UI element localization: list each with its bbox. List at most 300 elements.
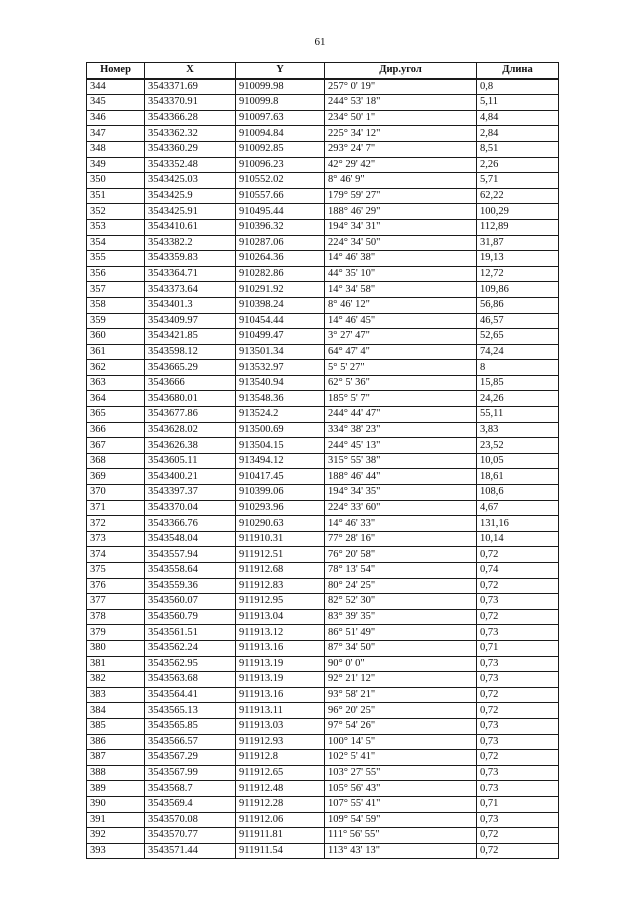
- cell-number: 376: [87, 578, 145, 594]
- table-row: [87, 235, 559, 251]
- table-row: [87, 765, 559, 781]
- cell-y: 910293.96: [236, 500, 325, 516]
- cell-y: 910094.84: [236, 126, 325, 142]
- cell-length: 3,83: [477, 422, 559, 438]
- table-row: [87, 485, 559, 501]
- cell-length: 0,72: [477, 843, 559, 859]
- cell-direction-angle: 14° 46' 38": [325, 251, 477, 267]
- cell-number: 374: [87, 547, 145, 563]
- cell-direction-angle: 8° 46' 9": [325, 173, 477, 189]
- cell-direction-angle: 83° 39' 35": [325, 609, 477, 625]
- cell-number: 346: [87, 110, 145, 126]
- table-row: [87, 672, 559, 688]
- header-y: Y: [236, 63, 325, 79]
- cell-direction-angle: 93° 58' 21": [325, 687, 477, 703]
- table-row: [87, 828, 559, 844]
- cell-y: 913494.12: [236, 453, 325, 469]
- cell-x: 3543561.51: [145, 625, 236, 641]
- table-row: [87, 329, 559, 345]
- cell-number: 370: [87, 485, 145, 501]
- table-row: [87, 126, 559, 142]
- cell-number: 372: [87, 516, 145, 532]
- cell-x: 3543605.11: [145, 453, 236, 469]
- cell-y: 910399.06: [236, 485, 325, 501]
- cell-length: 0,73: [477, 718, 559, 734]
- cell-length: 0,71: [477, 640, 559, 656]
- cell-length: 56,86: [477, 297, 559, 313]
- cell-y: 911913.16: [236, 640, 325, 656]
- cell-length: 112,89: [477, 219, 559, 235]
- cell-number: 352: [87, 204, 145, 220]
- cell-length: 0,71: [477, 796, 559, 812]
- cell-y: 911912.83: [236, 578, 325, 594]
- cell-direction-angle: 107° 55' 41": [325, 796, 477, 812]
- table-row: [87, 282, 559, 298]
- cell-length: 0,72: [477, 547, 559, 563]
- cell-direction-angle: 82° 52' 30": [325, 594, 477, 610]
- cell-y: 910557.66: [236, 188, 325, 204]
- cell-x: 3543371.69: [145, 79, 236, 95]
- cell-y: 911913.11: [236, 703, 325, 719]
- cell-direction-angle: 102° 5' 41": [325, 750, 477, 766]
- cell-length: 0,73: [477, 672, 559, 688]
- cell-direction-angle: 315° 55' 38": [325, 453, 477, 469]
- cell-number: 364: [87, 391, 145, 407]
- cell-x: 3543666: [145, 375, 236, 391]
- cell-x: 3543370.91: [145, 95, 236, 111]
- cell-y: 910396.32: [236, 219, 325, 235]
- table-row: [87, 594, 559, 610]
- header-x: X: [145, 63, 236, 79]
- cell-length: 8,51: [477, 141, 559, 157]
- cell-x: 3543400.21: [145, 469, 236, 485]
- cell-number: 347: [87, 126, 145, 142]
- cell-number: 362: [87, 360, 145, 376]
- cell-y: 911912.06: [236, 812, 325, 828]
- cell-length: 4,84: [477, 110, 559, 126]
- cell-length: 108,6: [477, 485, 559, 501]
- coordinates-table: [86, 62, 559, 859]
- cell-number: 355: [87, 251, 145, 267]
- cell-y: 910097.63: [236, 110, 325, 126]
- cell-number: 385: [87, 718, 145, 734]
- cell-y: 910291.92: [236, 282, 325, 298]
- cell-direction-angle: 188° 46' 29": [325, 204, 477, 220]
- table-row: [87, 438, 559, 454]
- cell-direction-angle: 44° 35' 10": [325, 266, 477, 282]
- cell-x: 3543567.99: [145, 765, 236, 781]
- table-row: [87, 375, 559, 391]
- cell-y: 911913.19: [236, 672, 325, 688]
- cell-x: 3543559.36: [145, 578, 236, 594]
- cell-x: 3543560.07: [145, 594, 236, 610]
- table-row: [87, 79, 559, 95]
- cell-y: 910290.63: [236, 516, 325, 532]
- cell-direction-angle: 224° 33' 60": [325, 500, 477, 516]
- cell-number: 353: [87, 219, 145, 235]
- cell-direction-angle: 42° 29' 42": [325, 157, 477, 173]
- cell-y: 910282.86: [236, 266, 325, 282]
- cell-direction-angle: 293° 24' 7": [325, 141, 477, 157]
- cell-x: 3543628.02: [145, 422, 236, 438]
- cell-length: 0,72: [477, 828, 559, 844]
- cell-direction-angle: 86° 51' 49": [325, 625, 477, 641]
- cell-y: 911912.51: [236, 547, 325, 563]
- cell-x: 3543373.64: [145, 282, 236, 298]
- cell-y: 911913.19: [236, 656, 325, 672]
- table-row: [87, 734, 559, 750]
- cell-length: 0,72: [477, 578, 559, 594]
- cell-direction-angle: 92° 21' 12": [325, 672, 477, 688]
- cell-y: 910398.24: [236, 297, 325, 313]
- cell-direction-angle: 87° 34' 50": [325, 640, 477, 656]
- cell-x: 3543598.12: [145, 344, 236, 360]
- table-row: [87, 609, 559, 625]
- cell-length: 5,71: [477, 173, 559, 189]
- cell-length: 62,22: [477, 188, 559, 204]
- cell-direction-angle: 64° 47' 4": [325, 344, 477, 360]
- table-row: [87, 531, 559, 547]
- cell-number: 380: [87, 640, 145, 656]
- cell-direction-angle: 78° 13' 54": [325, 563, 477, 579]
- cell-number: 384: [87, 703, 145, 719]
- cell-number: 388: [87, 765, 145, 781]
- cell-x: 3543626.38: [145, 438, 236, 454]
- cell-direction-angle: 62° 5' 36": [325, 375, 477, 391]
- cell-y: 911912.28: [236, 796, 325, 812]
- table-row: [87, 812, 559, 828]
- cell-x: 3543425.9: [145, 188, 236, 204]
- cell-length: 0,72: [477, 703, 559, 719]
- table-row: [87, 547, 559, 563]
- cell-length: 0,8: [477, 79, 559, 95]
- cell-length: 31,87: [477, 235, 559, 251]
- cell-y: 911912.8: [236, 750, 325, 766]
- table-row: [87, 781, 559, 797]
- cell-x: 3543570.77: [145, 828, 236, 844]
- table-row: [87, 453, 559, 469]
- cell-x: 3543570.08: [145, 812, 236, 828]
- cell-y: 911913.03: [236, 718, 325, 734]
- cell-number: 348: [87, 141, 145, 157]
- cell-y: 911910.31: [236, 531, 325, 547]
- table-row: [87, 313, 559, 329]
- cell-y: 913548.36: [236, 391, 325, 407]
- table-row: [87, 204, 559, 220]
- cell-y: 910099.8: [236, 95, 325, 111]
- cell-y: 910417.45: [236, 469, 325, 485]
- table-row: [87, 703, 559, 719]
- cell-y: 911913.04: [236, 609, 325, 625]
- cell-x: 3543421.85: [145, 329, 236, 345]
- table-row: [87, 625, 559, 641]
- cell-x: 3543397.37: [145, 485, 236, 501]
- table-row: [87, 640, 559, 656]
- cell-length: 8: [477, 360, 559, 376]
- cell-y: 911912.95: [236, 594, 325, 610]
- table-row: [87, 843, 559, 859]
- cell-number: 377: [87, 594, 145, 610]
- cell-number: 365: [87, 407, 145, 423]
- cell-length: 0,73: [477, 656, 559, 672]
- table-row: [87, 95, 559, 111]
- cell-length: 100,29: [477, 204, 559, 220]
- cell-y: 910454.44: [236, 313, 325, 329]
- table-row: [87, 391, 559, 407]
- cell-length: 0,72: [477, 750, 559, 766]
- cell-y: 910099.98: [236, 79, 325, 95]
- table-body: [87, 79, 559, 859]
- page-number: 61: [314, 36, 326, 48]
- table-row: [87, 360, 559, 376]
- cell-x: 3543569.4: [145, 796, 236, 812]
- cell-direction-angle: 97° 54' 26": [325, 718, 477, 734]
- cell-y: 913540.94: [236, 375, 325, 391]
- cell-direction-angle: 244° 53' 18": [325, 95, 477, 111]
- cell-direction-angle: 80° 24' 25": [325, 578, 477, 594]
- cell-length: 52,65: [477, 329, 559, 345]
- cell-length: 0,74: [477, 563, 559, 579]
- table-row: [87, 297, 559, 313]
- cell-length: 0,72: [477, 609, 559, 625]
- cell-length: 0,73: [477, 812, 559, 828]
- cell-x: 3543565.85: [145, 718, 236, 734]
- cell-number: 375: [87, 563, 145, 579]
- cell-number: 351: [87, 188, 145, 204]
- cell-length: 10,14: [477, 531, 559, 547]
- cell-length: 46,57: [477, 313, 559, 329]
- cell-y: 911913.16: [236, 687, 325, 703]
- cell-number: 356: [87, 266, 145, 282]
- cell-number: 363: [87, 375, 145, 391]
- cell-number: 349: [87, 157, 145, 173]
- cell-length: 131,16: [477, 516, 559, 532]
- cell-x: 3543548.04: [145, 531, 236, 547]
- header-direction-angle: Дир.угол: [325, 63, 477, 79]
- table-row: [87, 407, 559, 423]
- cell-direction-angle: 188° 46' 44": [325, 469, 477, 485]
- cell-length: 2,26: [477, 157, 559, 173]
- cell-x: 3543425.91: [145, 204, 236, 220]
- table-row: [87, 188, 559, 204]
- table-row: [87, 219, 559, 235]
- cell-x: 3543563.68: [145, 672, 236, 688]
- cell-length: 4,67: [477, 500, 559, 516]
- cell-y: 911913.12: [236, 625, 325, 641]
- cell-length: 5,11: [477, 95, 559, 111]
- table-row: [87, 796, 559, 812]
- cell-length: 2,84: [477, 126, 559, 142]
- cell-x: 3543558.64: [145, 563, 236, 579]
- cell-x: 3543409.97: [145, 313, 236, 329]
- cell-length: 74,24: [477, 344, 559, 360]
- cell-direction-angle: 194° 34' 31": [325, 219, 477, 235]
- cell-x: 3543425.03: [145, 173, 236, 189]
- cell-direction-angle: 14° 46' 33": [325, 516, 477, 532]
- cell-number: 371: [87, 500, 145, 516]
- cell-length: 12,72: [477, 266, 559, 282]
- cell-direction-angle: 224° 34' 50": [325, 235, 477, 251]
- header-row: [87, 63, 559, 79]
- cell-number: 387: [87, 750, 145, 766]
- table-row: [87, 563, 559, 579]
- cell-direction-angle: 244° 45' 13": [325, 438, 477, 454]
- cell-number: 359: [87, 313, 145, 329]
- cell-number: 350: [87, 173, 145, 189]
- table-row: [87, 110, 559, 126]
- cell-y: 913504.15: [236, 438, 325, 454]
- cell-number: 381: [87, 656, 145, 672]
- cell-length: 10,05: [477, 453, 559, 469]
- cell-direction-angle: 8° 46' 12": [325, 297, 477, 313]
- cell-direction-angle: 100° 14' 5": [325, 734, 477, 750]
- table-row: [87, 157, 559, 173]
- table-row: [87, 687, 559, 703]
- cell-number: 344: [87, 79, 145, 95]
- cell-x: 3543370.04: [145, 500, 236, 516]
- cell-y: 910092.85: [236, 141, 325, 157]
- cell-x: 3543665.29: [145, 360, 236, 376]
- cell-y: 913500.69: [236, 422, 325, 438]
- cell-number: 360: [87, 329, 145, 345]
- cell-number: 390: [87, 796, 145, 812]
- cell-direction-angle: 234° 50' 1": [325, 110, 477, 126]
- cell-direction-angle: 14° 46' 45": [325, 313, 477, 329]
- cell-number: 378: [87, 609, 145, 625]
- cell-x: 3543360.29: [145, 141, 236, 157]
- cell-number: 361: [87, 344, 145, 360]
- cell-number: 379: [87, 625, 145, 641]
- cell-number: 354: [87, 235, 145, 251]
- cell-number: 357: [87, 282, 145, 298]
- cell-x: 3543562.95: [145, 656, 236, 672]
- cell-length: 0,73: [477, 594, 559, 610]
- table-row: [87, 173, 559, 189]
- cell-x: 3543567.29: [145, 750, 236, 766]
- cell-direction-angle: 194° 34' 35": [325, 485, 477, 501]
- cell-y: 910499.47: [236, 329, 325, 345]
- cell-x: 3543366.28: [145, 110, 236, 126]
- cell-y: 911912.48: [236, 781, 325, 797]
- cell-number: 389: [87, 781, 145, 797]
- cell-length: 19,13: [477, 251, 559, 267]
- cell-y: 910264.36: [236, 251, 325, 267]
- cell-x: 3543382.2: [145, 235, 236, 251]
- cell-direction-angle: 76° 20' 58": [325, 547, 477, 563]
- cell-direction-angle: 103° 27' 55": [325, 765, 477, 781]
- cell-y: 910287.06: [236, 235, 325, 251]
- cell-x: 3543568.7: [145, 781, 236, 797]
- cell-x: 3543362.32: [145, 126, 236, 142]
- table-row: [87, 344, 559, 360]
- table-row: [87, 750, 559, 766]
- cell-length: 24,26: [477, 391, 559, 407]
- cell-length: 0.73: [477, 781, 559, 797]
- table-row: [87, 718, 559, 734]
- cell-y: 913501.34: [236, 344, 325, 360]
- cell-x: 3543571.44: [145, 843, 236, 859]
- table-row: [87, 469, 559, 485]
- cell-number: 393: [87, 843, 145, 859]
- cell-direction-angle: 3° 27' 47": [325, 329, 477, 345]
- cell-direction-angle: 244° 44' 47": [325, 407, 477, 423]
- cell-y: 911912.65: [236, 765, 325, 781]
- cell-x: 3543566.57: [145, 734, 236, 750]
- cell-y: 913532.97: [236, 360, 325, 376]
- cell-x: 3543677.86: [145, 407, 236, 423]
- cell-length: 0,73: [477, 765, 559, 781]
- cell-direction-angle: 334° 38' 23": [325, 422, 477, 438]
- cell-x: 3543565.13: [145, 703, 236, 719]
- cell-y: 911912.68: [236, 563, 325, 579]
- header-length: Длина: [477, 63, 559, 79]
- cell-length: 55,11: [477, 407, 559, 423]
- cell-direction-angle: 96° 20' 25": [325, 703, 477, 719]
- cell-x: 3543352.48: [145, 157, 236, 173]
- cell-length: 0,72: [477, 687, 559, 703]
- table-row: [87, 578, 559, 594]
- cell-direction-angle: 5° 5' 27": [325, 360, 477, 376]
- cell-x: 3543366.76: [145, 516, 236, 532]
- cell-direction-angle: 257° 0' 19": [325, 79, 477, 95]
- table-row: [87, 251, 559, 267]
- cell-length: 15,85: [477, 375, 559, 391]
- table-header: [87, 63, 559, 79]
- cell-y: 911911.54: [236, 843, 325, 859]
- cell-length: 18,61: [477, 469, 559, 485]
- cell-direction-angle: 14° 34' 58": [325, 282, 477, 298]
- cell-x: 3543557.94: [145, 547, 236, 563]
- cell-number: 366: [87, 422, 145, 438]
- cell-number: 386: [87, 734, 145, 750]
- header-number: Номер: [87, 63, 145, 79]
- cell-length: 0,73: [477, 625, 559, 641]
- cell-y: 911912.93: [236, 734, 325, 750]
- cell-x: 3543562.24: [145, 640, 236, 656]
- cell-x: 3543401.3: [145, 297, 236, 313]
- table-row: [87, 500, 559, 516]
- table-row: [87, 141, 559, 157]
- cell-direction-angle: 185° 5' 7": [325, 391, 477, 407]
- cell-x: 3543560.79: [145, 609, 236, 625]
- cell-direction-angle: 113° 43' 13": [325, 843, 477, 859]
- cell-direction-angle: 77° 28' 16": [325, 531, 477, 547]
- cell-number: 358: [87, 297, 145, 313]
- cell-direction-angle: 105° 56' 43": [325, 781, 477, 797]
- cell-number: 392: [87, 828, 145, 844]
- cell-y: 910552.02: [236, 173, 325, 189]
- cell-y: 910495.44: [236, 204, 325, 220]
- cell-length: 0,73: [477, 734, 559, 750]
- cell-direction-angle: 111° 56' 55": [325, 828, 477, 844]
- cell-number: 345: [87, 95, 145, 111]
- table-row: [87, 516, 559, 532]
- cell-y: 913524.2: [236, 407, 325, 423]
- cell-number: 391: [87, 812, 145, 828]
- cell-x: 3543364.71: [145, 266, 236, 282]
- cell-direction-angle: 179° 59' 27": [325, 188, 477, 204]
- cell-x: 3543359.83: [145, 251, 236, 267]
- cell-number: 368: [87, 453, 145, 469]
- cell-x: 3543564.41: [145, 687, 236, 703]
- cell-length: 23,52: [477, 438, 559, 454]
- cell-direction-angle: 109° 54' 59": [325, 812, 477, 828]
- cell-number: 369: [87, 469, 145, 485]
- cell-number: 373: [87, 531, 145, 547]
- cell-number: 383: [87, 687, 145, 703]
- cell-direction-angle: 90° 0' 0": [325, 656, 477, 672]
- cell-x: 3543410.61: [145, 219, 236, 235]
